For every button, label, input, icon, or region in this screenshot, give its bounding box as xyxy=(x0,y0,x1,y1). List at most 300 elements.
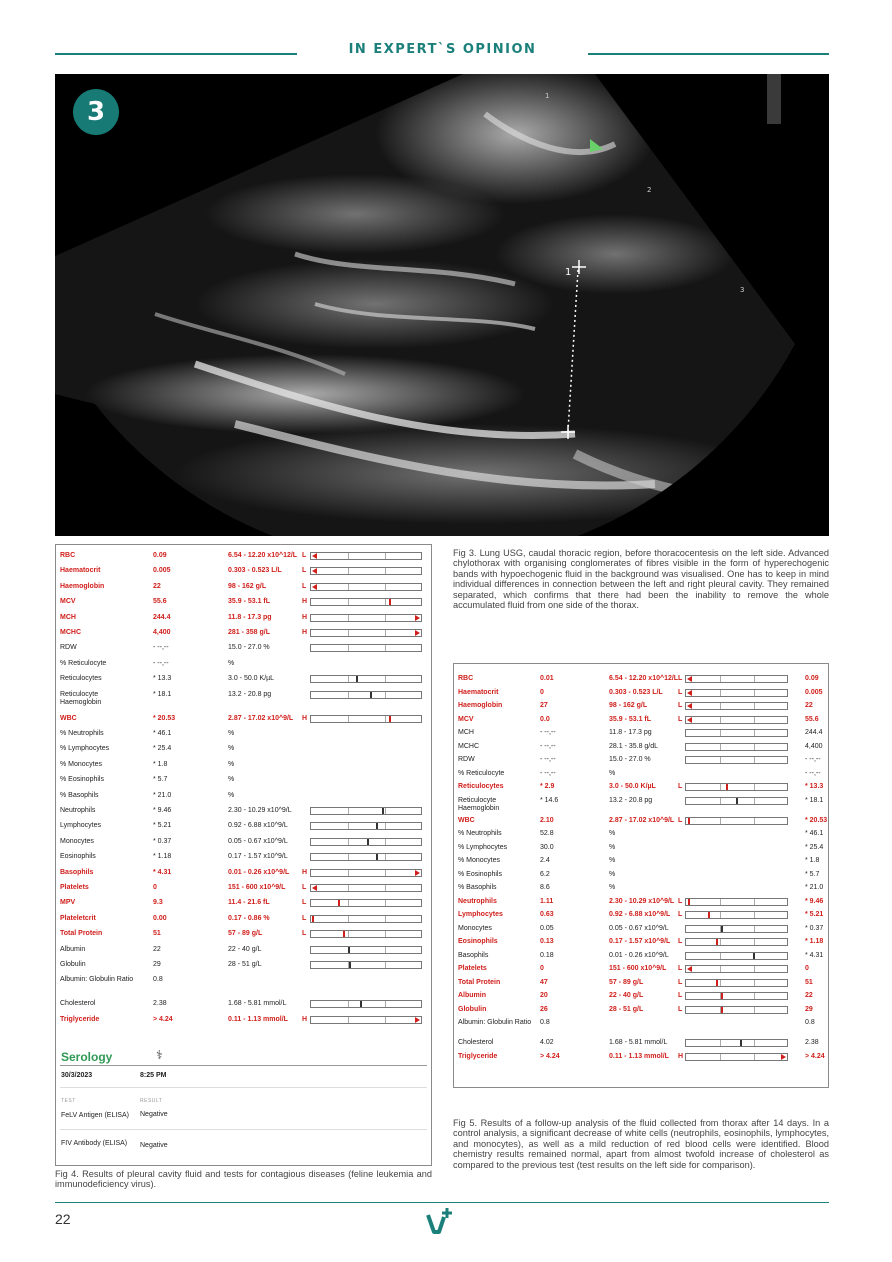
lab-range-bar xyxy=(310,614,422,622)
range-tick xyxy=(754,784,755,790)
range-tick xyxy=(348,716,349,722)
lab-test-name: % Monocytes xyxy=(458,857,501,864)
lab-range-bar xyxy=(310,644,422,652)
lab-test-name: % Lymphocytes xyxy=(458,843,508,851)
range-tick xyxy=(348,692,349,698)
lab-test-name: MCHC xyxy=(458,742,479,750)
lab-row xyxy=(56,565,431,579)
range-tick xyxy=(385,839,386,845)
lab-previous-value: 2.38 xyxy=(805,1039,819,1046)
lab-test-name: Globulin xyxy=(458,1005,487,1013)
lab-test-name: Cholesterol xyxy=(60,1000,96,1008)
lab-row xyxy=(454,950,828,964)
range-tick xyxy=(754,939,755,945)
lab-range-bar xyxy=(310,930,422,938)
lab-test-name: Platelets xyxy=(60,884,89,891)
lab-reference-range: % xyxy=(228,730,235,737)
lab-flag: L xyxy=(678,715,683,723)
lab-test-name: MCHC xyxy=(60,629,81,636)
result-marker xyxy=(726,784,728,790)
lab-row xyxy=(56,944,431,958)
lab-test-value: - --,-- xyxy=(540,756,556,763)
lab-reference-range: 0.303 - 0.523 L/L xyxy=(609,688,663,696)
range-tick xyxy=(385,823,386,829)
lab-test-name: Neutrophils xyxy=(458,897,497,905)
lab-reference-range: 1.68 - 5.81 mmol/L xyxy=(228,1000,287,1008)
lab-previous-value: 0 xyxy=(805,965,809,972)
lab-reference-range: 28 - 51 g/L xyxy=(228,961,262,968)
lab-test-value: - --,-- xyxy=(540,729,556,736)
range-tick xyxy=(720,912,721,918)
syringe-icon: ⚕ xyxy=(156,1048,163,1062)
lab-reference-range: 28 - 51 g/L xyxy=(609,1005,644,1013)
lab-test-name: Basophils xyxy=(60,868,94,876)
lab-test-value: * 0.37 xyxy=(153,837,172,845)
range-tick xyxy=(720,939,721,945)
lab-range-bar xyxy=(685,702,788,710)
lab-flag: L xyxy=(302,582,307,590)
lab-test-value: 0.01 xyxy=(540,675,554,682)
lab-reference-range: % xyxy=(228,745,235,753)
range-tick xyxy=(348,839,349,845)
lab-test-name: Neutrophils xyxy=(60,807,96,814)
lab-test-name: Basophils xyxy=(458,951,489,959)
lab-test-name: MCV xyxy=(458,715,474,723)
lab-previous-value: * 9.46 xyxy=(805,897,824,905)
header-rule-right xyxy=(588,53,829,55)
lab-reference-range: 15.0 - 27.0 % xyxy=(609,756,651,763)
lab-range-bar xyxy=(685,898,788,906)
lab-row xyxy=(454,855,828,869)
lab-row xyxy=(56,774,431,788)
gain-bar xyxy=(767,74,781,124)
divider xyxy=(60,1129,427,1130)
lab-flag: L xyxy=(678,992,683,999)
result-marker xyxy=(688,818,690,824)
lab-range-bar xyxy=(310,552,422,560)
range-tick xyxy=(720,798,721,804)
lab-reference-range: 11.8 - 17.3 pg xyxy=(609,729,652,736)
serology-test-name: FeLV Antigen (ELISA) xyxy=(61,1112,129,1119)
above-range-arrow-icon xyxy=(781,1054,786,1060)
lab-previous-value: * 25.4 xyxy=(805,843,824,851)
range-tick xyxy=(348,676,349,682)
lab-test-name: Monocytes xyxy=(458,924,492,932)
range-tick xyxy=(720,966,721,972)
lab-previous-value: * 20.53 xyxy=(805,816,828,824)
lab-test-value: 2.10 xyxy=(540,816,554,824)
range-tick xyxy=(385,885,386,891)
lab-previous-value: > 4.24 xyxy=(805,1052,825,1060)
lab-test-name: Plateletcrit xyxy=(60,914,96,922)
section-title: IN EXPERT`S OPINION xyxy=(348,42,537,57)
result-marker xyxy=(348,947,350,953)
lab-previous-value: * 21.0 xyxy=(805,884,824,891)
lab-test-value: 0 xyxy=(153,884,157,891)
lab-test-value: > 4.24 xyxy=(540,1052,560,1060)
range-tick xyxy=(754,993,755,999)
lab-row xyxy=(56,805,431,819)
result-marker xyxy=(382,808,384,814)
lab-range-bar xyxy=(685,1006,788,1014)
below-range-arrow-icon xyxy=(687,703,692,709)
lab-test-value: * 13.3 xyxy=(153,675,172,683)
range-tick xyxy=(754,818,755,824)
lab-test-name: Eosinophils xyxy=(60,853,96,861)
lab-reference-range: 0.01 - 0.26 x10^9/L xyxy=(228,868,290,876)
lab-reference-range: 15.0 - 27.0 % xyxy=(228,644,270,652)
vet-plus-logo-icon xyxy=(425,1206,455,1234)
lab-test-name: WBC xyxy=(458,816,475,824)
lab-reference-range: 0.92 - 6.88 x10^9/L xyxy=(609,911,671,918)
lab-flag: H xyxy=(302,868,308,876)
range-tick xyxy=(385,692,386,698)
lab-row xyxy=(454,977,828,991)
lab-range-bar xyxy=(310,915,422,923)
range-tick xyxy=(754,730,755,736)
figure-5-caption: Fig 5. Results of a follow-up analysis of the fluid collected from thorax after 14 days. In a control analysis, a significant decrease of white cells (neutrophils, eosinophils, lymphocytes, and monocytes), as well as a mild reduction of red blood cells were identified. Blood chemistry results remained normal, apart from almost twofold increase of cholesterol as compared to the previous test (test results on the left side for comparison). xyxy=(453,1118,829,1170)
lab-previous-value: 51 xyxy=(805,978,813,986)
range-tick xyxy=(754,912,755,918)
lab-row xyxy=(454,909,828,923)
lab-results-panel-fig4 xyxy=(55,544,432,1166)
lab-flag: L xyxy=(678,938,683,945)
lab-test-name: % Eosinophils xyxy=(60,776,104,784)
lab-row xyxy=(454,700,828,714)
lab-test-name: Monocytes xyxy=(60,837,94,845)
depth-marker: 3 xyxy=(740,286,745,294)
lab-reference-range: % xyxy=(228,659,235,667)
result-marker xyxy=(721,993,723,999)
lab-range-bar xyxy=(310,899,422,907)
result-marker xyxy=(376,823,378,829)
range-tick xyxy=(385,1001,386,1007)
lab-reference-range: 35.9 - 53.1 fL xyxy=(609,715,652,723)
above-range-arrow-icon xyxy=(415,630,420,636)
lab-test-name: Albumin: Globulin Ratio xyxy=(458,1019,532,1026)
range-tick xyxy=(754,899,755,905)
lab-test-name: RDW xyxy=(458,756,475,763)
range-tick xyxy=(754,717,755,723)
lab-row xyxy=(56,612,431,626)
lab-range-bar xyxy=(310,715,422,723)
lab-row xyxy=(454,1017,828,1031)
result-marker xyxy=(736,798,738,804)
lab-reference-range: 11.4 - 21.6 fL xyxy=(228,899,270,907)
range-tick xyxy=(720,818,721,824)
range-tick xyxy=(720,730,721,736)
lab-reference-range: 28.1 - 35.8 g/dL xyxy=(609,742,659,750)
lab-previous-value: * 1.8 xyxy=(805,857,820,864)
lab-reference-range: 0.11 - 1.13 mmol/L xyxy=(228,1015,288,1023)
lab-test-value: 0.8 xyxy=(540,1019,550,1026)
lab-range-bar xyxy=(310,838,422,846)
range-tick xyxy=(385,645,386,651)
range-tick xyxy=(385,599,386,605)
lab-row xyxy=(56,867,431,881)
serology-divider xyxy=(60,1065,427,1066)
range-tick xyxy=(348,568,349,574)
range-tick xyxy=(348,931,349,937)
lab-flag: L xyxy=(678,911,683,918)
lab-test-value: * 9.46 xyxy=(153,807,172,814)
lab-test-value: * 4.31 xyxy=(153,868,172,876)
result-marker xyxy=(389,599,391,605)
lab-row xyxy=(56,759,431,773)
lab-range-bar xyxy=(685,911,788,919)
lab-range-bar xyxy=(685,689,788,697)
lab-range-bar xyxy=(685,925,788,933)
lab-test-value: 4.02 xyxy=(540,1039,554,1046)
lab-test-value: 47 xyxy=(540,978,548,986)
below-range-arrow-icon xyxy=(312,885,317,891)
lab-flag: L xyxy=(302,567,307,575)
lab-row xyxy=(454,828,828,842)
above-range-arrow-icon xyxy=(415,870,420,876)
figure-number-badge: 3 xyxy=(73,89,119,135)
lab-test-name: % Monocytes xyxy=(60,760,103,768)
lab-test-value: 0 xyxy=(540,688,544,696)
lab-test-name: Globulin xyxy=(60,961,86,968)
lab-test-value: 0.00 xyxy=(153,914,167,922)
ultrasound-image xyxy=(55,74,829,536)
lab-range-bar xyxy=(310,869,422,877)
lab-row xyxy=(56,897,431,911)
lab-test-name: RBC xyxy=(60,552,76,559)
lab-test-name: MCH xyxy=(60,613,76,621)
lab-range-bar xyxy=(310,946,422,954)
lab-row xyxy=(56,820,431,834)
lab-flag: H xyxy=(302,598,308,606)
lab-test-value: * 1.18 xyxy=(153,853,172,861)
range-tick xyxy=(348,599,349,605)
range-tick xyxy=(348,870,349,876)
lab-test-value: * 25.4 xyxy=(153,745,172,753)
lab-test-name: Triglyceride xyxy=(60,1015,100,1023)
lab-flag: L xyxy=(302,552,307,559)
lab-previous-value: 29 xyxy=(805,1005,813,1013)
lab-reference-range: 151 - 600 x10^9/L xyxy=(609,965,667,972)
range-tick xyxy=(385,553,386,559)
lab-row xyxy=(454,781,828,795)
lab-flag: L xyxy=(302,884,307,891)
lab-row xyxy=(454,768,828,782)
lab-range-bar xyxy=(685,797,788,805)
lab-reference-range: 0.17 - 1.57 x10^9/L xyxy=(609,938,671,945)
range-tick xyxy=(754,744,755,750)
serology-title: Serology xyxy=(61,1050,113,1064)
range-tick xyxy=(348,823,349,829)
lab-range-bar xyxy=(310,567,422,575)
lab-reference-range: 2.87 - 17.02 x10^9/L xyxy=(228,714,294,722)
lab-test-value: 0.13 xyxy=(540,938,554,945)
lab-previous-value: 244.4 xyxy=(805,729,823,736)
result-marker xyxy=(688,899,690,905)
lab-flag: H xyxy=(302,629,308,636)
lab-reference-range: 13.2 - 20.8 pg xyxy=(228,690,272,698)
lab-previous-value: * 18.1 xyxy=(805,796,824,804)
lab-test-value: 0.8 xyxy=(153,976,163,984)
lab-previous-value: 55.6 xyxy=(805,715,819,723)
lab-reference-range: 0.01 - 0.26 x10^9/L xyxy=(609,951,669,959)
lab-test-name: % Neutrophils xyxy=(60,730,104,737)
lab-row xyxy=(56,728,431,742)
lab-row xyxy=(454,842,828,856)
lab-row xyxy=(56,658,431,672)
lab-test-value: * 18.1 xyxy=(153,690,172,698)
lab-test-value: 51 xyxy=(153,930,161,938)
lab-row xyxy=(454,896,828,910)
below-range-arrow-icon xyxy=(687,676,692,682)
lab-previous-value: - --,-- xyxy=(805,756,821,763)
result-marker xyxy=(753,953,755,959)
lab-test-name: Reticulocytes xyxy=(458,783,504,790)
lab-test-name: MCV xyxy=(60,598,76,606)
caliper-label: 1 xyxy=(565,267,572,278)
range-tick xyxy=(385,615,386,621)
lab-reference-range: % xyxy=(609,830,616,837)
below-range-arrow-icon xyxy=(312,553,317,559)
below-range-arrow-icon xyxy=(312,584,317,590)
lab-range-bar xyxy=(685,1039,788,1047)
lab-flag: L xyxy=(678,675,683,682)
result-marker xyxy=(716,980,718,986)
lab-test-value: 30.0 xyxy=(540,843,554,851)
lab-range-bar xyxy=(685,716,788,724)
lab-row xyxy=(56,1014,431,1028)
result-marker xyxy=(389,716,391,722)
footer-rule xyxy=(55,1202,829,1203)
lab-reference-range: 98 - 162 g/L xyxy=(228,582,267,590)
lab-flag: L xyxy=(678,1005,683,1013)
lab-test-value: 9.3 xyxy=(153,899,163,907)
lab-range-bar xyxy=(685,817,788,825)
lab-flag: L xyxy=(678,897,683,905)
lab-test-name: % Basophils xyxy=(60,791,99,799)
lab-test-value: 8.6 xyxy=(540,884,550,891)
range-tick xyxy=(720,980,721,986)
lab-row xyxy=(56,928,431,942)
lab-test-name: Albumin xyxy=(458,992,486,999)
lab-reference-range: 0.11 - 1.13 mmol/L xyxy=(609,1052,669,1060)
lab-test-name: Lymphocytes xyxy=(60,822,101,830)
lab-row xyxy=(454,795,828,812)
lab-reference-range: 11.8 - 17.3 pg xyxy=(228,613,272,621)
lab-reference-range: 0.17 - 1.57 x10^9/L xyxy=(228,853,288,861)
lab-test-name: Reticulocyte Haemoglobin xyxy=(458,796,500,812)
lab-test-name: MCH xyxy=(458,729,474,736)
result-marker xyxy=(338,900,340,906)
result-marker xyxy=(312,916,314,922)
range-tick xyxy=(754,798,755,804)
range-tick xyxy=(754,1054,755,1060)
lab-reference-range: 281 - 358 g/L xyxy=(228,629,271,636)
below-range-arrow-icon xyxy=(687,717,692,723)
lab-reference-range: 2.87 - 17.02 x10^9/L xyxy=(609,816,675,824)
lab-range-bar xyxy=(310,1000,422,1008)
lab-reference-range: % xyxy=(609,769,616,777)
lab-range-bar xyxy=(310,961,422,969)
lab-range-bar xyxy=(310,583,422,591)
lab-test-value: 22 xyxy=(153,945,161,953)
lab-test-value: - --,-- xyxy=(153,644,169,652)
lab-flag: L xyxy=(302,899,307,907)
lab-previous-value: 0.09 xyxy=(805,675,819,682)
lab-range-bar xyxy=(685,952,788,960)
lab-row xyxy=(454,963,828,977)
range-tick xyxy=(348,885,349,891)
range-tick xyxy=(385,947,386,953)
lab-test-name: Haemoglobin xyxy=(458,702,503,709)
lab-test-name: Cholesterol xyxy=(458,1039,494,1046)
range-tick xyxy=(385,676,386,682)
lab-flag: H xyxy=(678,1052,684,1060)
lab-test-value: 0.63 xyxy=(540,911,554,918)
range-tick xyxy=(348,615,349,621)
range-tick xyxy=(720,717,721,723)
serology-time: 8:25 PM xyxy=(140,1072,167,1079)
lab-row xyxy=(454,687,828,701)
lab-row xyxy=(454,1037,828,1051)
lab-test-name: Haematocrit xyxy=(458,688,499,696)
lab-row xyxy=(56,673,431,687)
lab-reference-range: 35.9 - 53.1 fL xyxy=(228,598,271,606)
lab-reference-range: 0.05 - 0.67 x10^9/L xyxy=(228,837,288,845)
lab-test-value: 1.11 xyxy=(540,897,554,905)
range-tick xyxy=(348,854,349,860)
lab-test-name: Haematocrit xyxy=(60,567,101,575)
lab-test-value: > 4.24 xyxy=(153,1015,173,1023)
result-marker xyxy=(721,926,723,932)
lab-flag: L xyxy=(678,688,683,696)
lab-range-bar xyxy=(310,629,422,637)
lab-flag: L xyxy=(678,783,683,790)
lab-range-bar xyxy=(685,783,788,791)
lab-flag: L xyxy=(678,965,683,972)
lab-reference-range: 13.2 - 20.8 pg xyxy=(609,796,653,804)
range-tick xyxy=(385,808,386,814)
lab-range-bar xyxy=(310,853,422,861)
lab-previous-value: 0.8 xyxy=(805,1019,815,1026)
serology-test-result: Negative xyxy=(140,1111,168,1118)
lab-flag: L xyxy=(302,914,307,922)
lab-row xyxy=(454,673,828,687)
range-tick xyxy=(720,953,721,959)
range-tick xyxy=(754,980,755,986)
lab-range-bar xyxy=(685,743,788,751)
lab-range-bar xyxy=(685,1053,788,1061)
lab-test-name: Total Protein xyxy=(458,978,501,986)
lab-test-value: * 21.0 xyxy=(153,791,172,799)
range-tick xyxy=(385,568,386,574)
lab-reference-range: 2.30 - 10.29 x10^9/L xyxy=(228,807,292,814)
lab-test-name: % Eosinophils xyxy=(458,870,502,878)
figure-4-caption: Fig 4. Results of pleural cavity fluid and tests for contagious diseases (feline leukemia and immunodeficiency virus). xyxy=(55,1169,432,1190)
lab-test-name: % Reticulocyte xyxy=(60,659,107,667)
lab-flag: H xyxy=(302,613,308,621)
range-tick xyxy=(348,584,349,590)
lab-reference-range: % xyxy=(228,760,235,768)
lab-test-name: RBC xyxy=(458,675,474,682)
range-tick xyxy=(720,703,721,709)
lab-range-bar xyxy=(310,691,422,699)
lab-test-name: Eosinophils xyxy=(458,938,498,945)
lab-test-name: RDW xyxy=(60,644,77,652)
lab-row xyxy=(56,974,431,988)
range-tick xyxy=(385,916,386,922)
range-tick xyxy=(754,703,755,709)
depth-marker: 1 xyxy=(545,92,550,100)
